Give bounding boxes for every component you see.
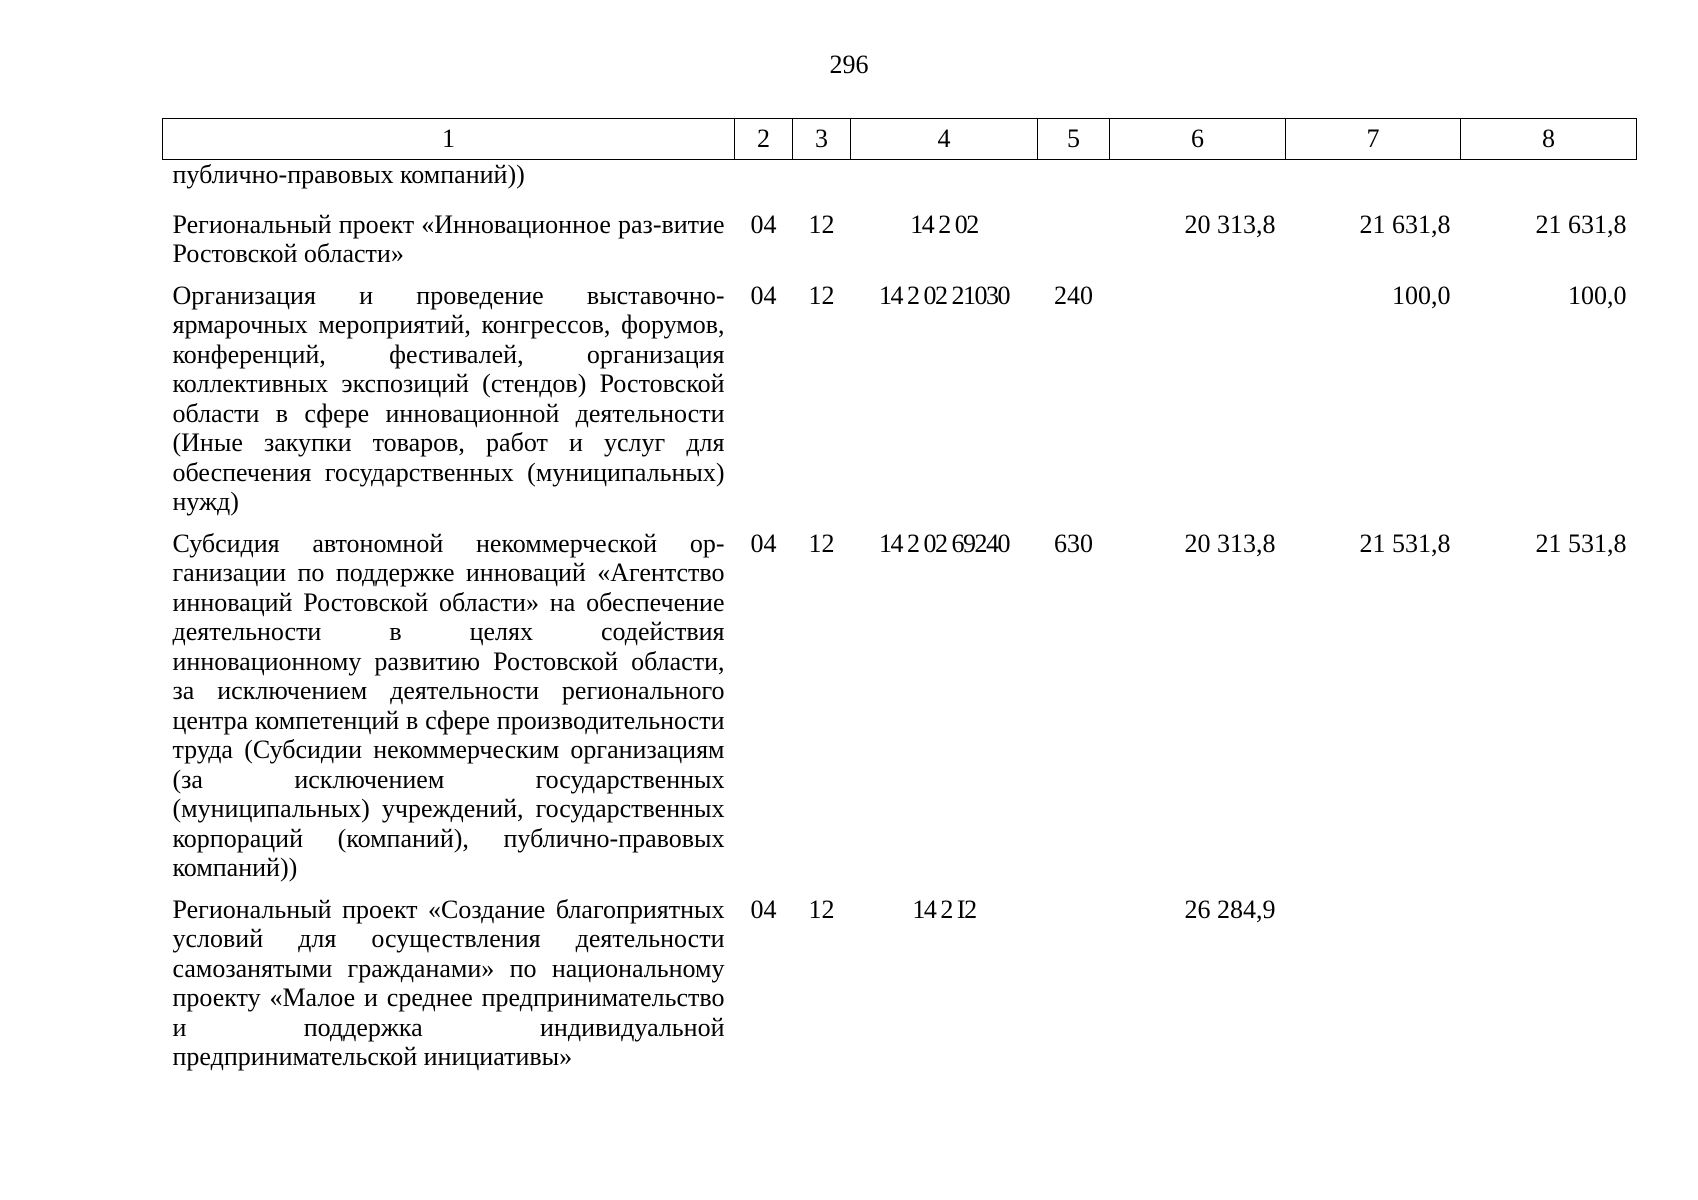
row-subsection-code: 12 (808, 528, 835, 558)
table-row (163, 529, 1637, 895)
row-amount-col7: 21 531,8 (1359, 528, 1451, 558)
row-target-item-code: 14 2 02 69240 (879, 528, 1009, 558)
row-subsection-code: 12 (808, 209, 835, 239)
row-description: Региональный проект «Создание благоприятных условий для осуществления деятельности самозанятыми гражданами» по национальному проекту «Малое и среднее предпринимательство и поддержка индивидуальной предпринимательской инициативы» (172, 894, 725, 1071)
row-section-code: 04 (750, 894, 777, 924)
row-section-code: 04 (750, 528, 777, 558)
row-section-code: 04 (750, 209, 777, 239)
row-target-item-code: 14 2 I2 (912, 894, 976, 924)
row-amount-col6 (1110, 281, 1286, 529)
row-subsection-code: 12 (808, 894, 835, 924)
row-amount-col6: 26 284,9 (1184, 894, 1276, 924)
table-row (163, 210, 1637, 281)
column-header-5: 5 (1038, 119, 1110, 160)
budget-table (162, 118, 1637, 1084)
row-expense-type-code (1038, 210, 1110, 281)
row-amount-col8: 100,0 (1568, 280, 1627, 310)
row-amount-col7: 100,0 (1392, 280, 1451, 310)
row-section-code: 04 (750, 280, 777, 310)
row-description: Организация и проведение выставочно-ярмарочных мероприятий, конгрессов, форумов, конференций, фестивалей, организация коллективных экспозиций (стендов) Ростовской области в сфере инновационной деятельности (Иные закупки товаров, работ и услуг для обеспечения государственных (муниципальных) нужд) (172, 280, 725, 516)
table-row (163, 895, 1637, 1084)
column-header-2: 2 (735, 119, 793, 160)
column-header-1: 1 (163, 119, 735, 160)
row-target-item-code: 14 2 02 21030 (879, 280, 1009, 310)
row-amount-col6: 20 313,8 (1184, 528, 1276, 558)
continuation-text: публично-правовых компаний)) (172, 160, 525, 189)
row-description: Региональный проект «Инновационное раз-витие Ростовской области» (172, 209, 725, 268)
column-header-4: 4 (851, 119, 1038, 160)
column-header-8: 8 (1461, 119, 1637, 160)
continuation-row (163, 160, 1637, 210)
column-header-6: 6 (1110, 119, 1286, 160)
row-expense-type-code: 240 (1054, 280, 1093, 310)
row-amount-col7 (1286, 895, 1461, 1084)
row-expense-type-code: 630 (1054, 528, 1093, 558)
row-amount-col8 (1461, 895, 1637, 1084)
row-subsection-code: 12 (808, 280, 835, 310)
row-amount-col8: 21 531,8 (1535, 528, 1627, 558)
page-number: 296 (829, 50, 869, 79)
table-row (163, 281, 1637, 529)
row-target-item-code: 14 2 02 (910, 209, 978, 239)
row-amount-col6: 20 313,8 (1184, 209, 1276, 239)
column-header-7: 7 (1286, 119, 1461, 160)
row-description: Субсидия автономной некоммерческой организации по поддержке инноваций «Агентство инноваций Ростовской области» на обеспечение деятельности в целях содействия инновационному развитию Ростовской области, за исключением деятельности регионального центра компетенций в сфере производительности труда (Субсидии некоммерческим организациям (за исключением государственных (муниципальных) учреждений, государственных корпораций (компаний), публично-правовых компаний)) (172, 528, 725, 882)
row-amount-col7: 21 631,8 (1359, 209, 1451, 239)
column-header-3: 3 (793, 119, 851, 160)
row-amount-col8: 21 631,8 (1535, 209, 1627, 239)
row-expense-type-code (1038, 895, 1110, 1084)
table-header-row (163, 119, 1637, 160)
